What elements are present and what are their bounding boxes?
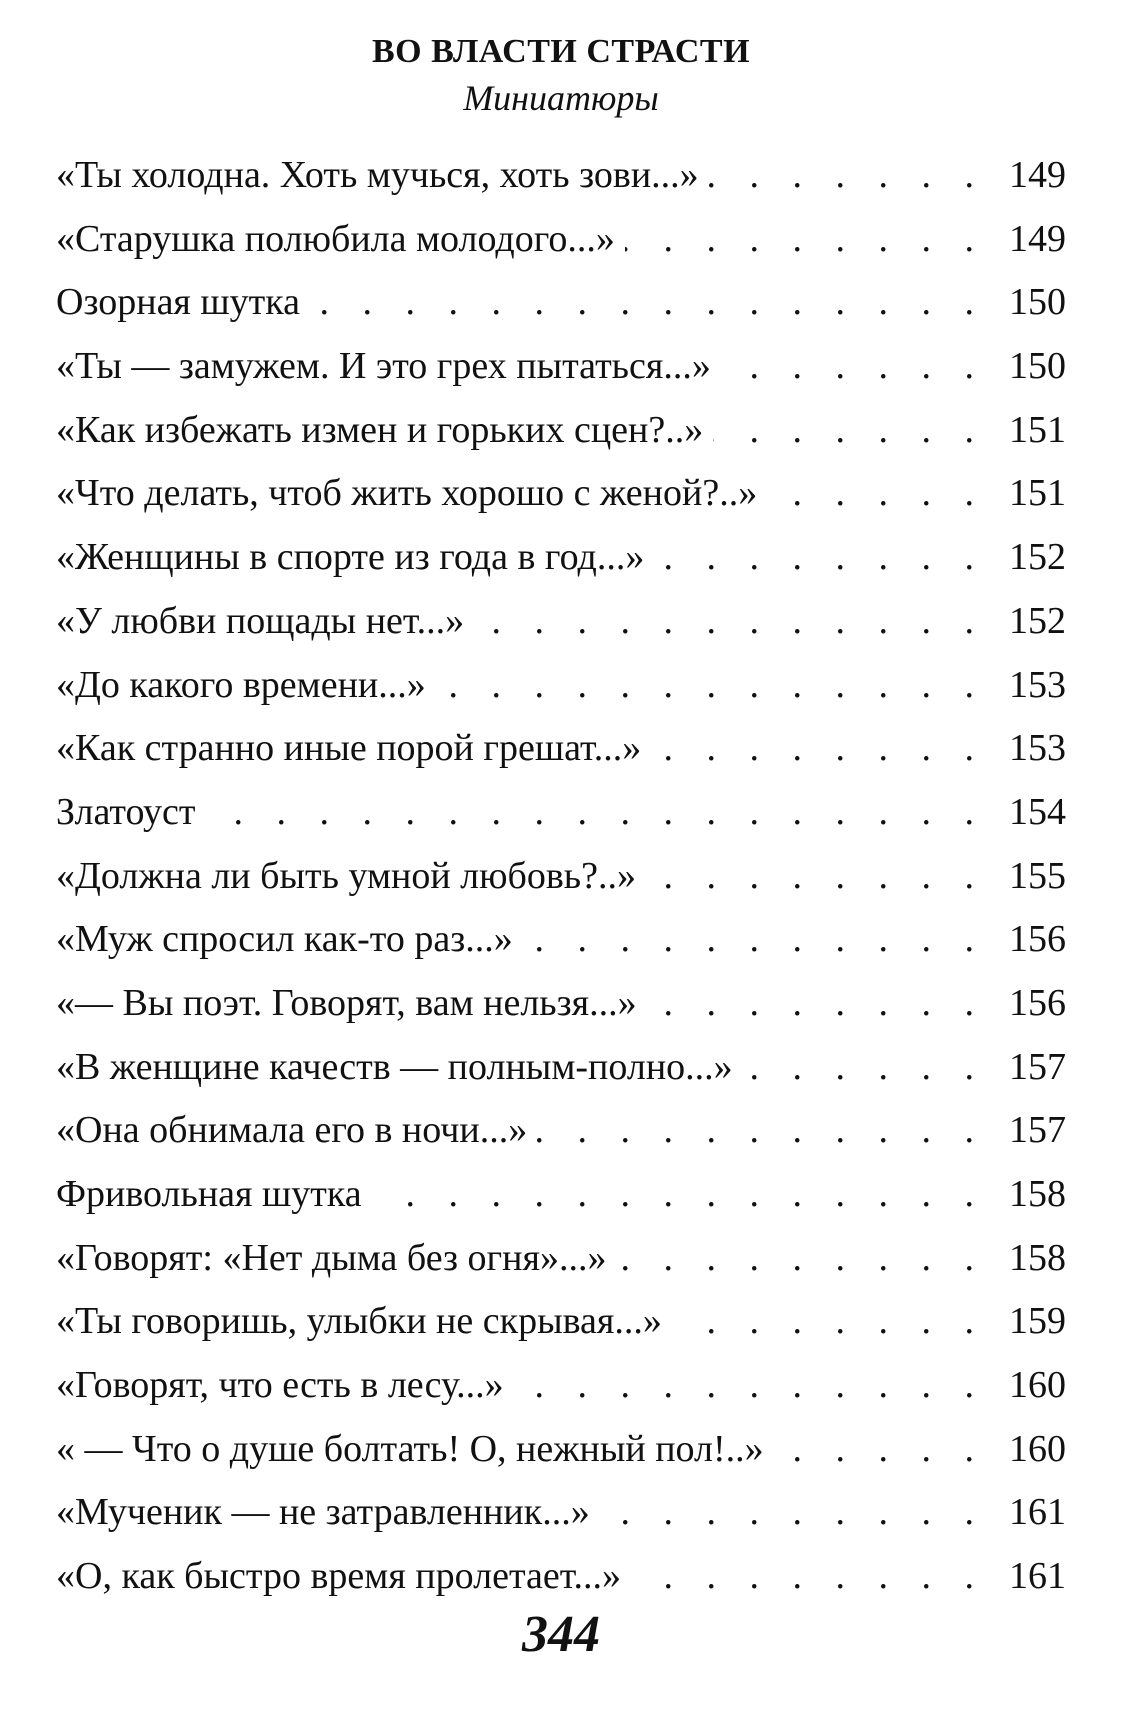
dot-leader	[206, 781, 986, 845]
toc-entry	[56, 972, 1066, 1036]
dot-leader	[646, 845, 986, 909]
toc-entry-title: «— Вы поэт. Говорят, вам нельзя...»	[56, 981, 637, 1024]
toc-entry-title: «Ты говоришь, улыбки не скрывая...»	[56, 1300, 662, 1343]
toc-entry-title: «Как странно иные порой грешат...»	[56, 727, 642, 770]
toc-entry-page: 159	[1009, 1300, 1066, 1343]
toc-entry	[56, 208, 1066, 272]
table-of-contents	[56, 144, 1066, 1609]
toc-entry-title: «Мученик — не затравленник...»	[56, 1491, 590, 1534]
toc-entry-title: «До какого времени...»	[56, 663, 426, 706]
toc-entry-page: 161	[1009, 1491, 1066, 1534]
toc-entry	[56, 462, 1066, 526]
toc-entry	[56, 399, 1066, 463]
toc-entry-title: Фривольная шутка	[56, 1173, 362, 1215]
toc-entry	[56, 590, 1066, 654]
toc-entry-title: «О, как быстро время пролетает...»	[56, 1555, 622, 1598]
dot-leader	[647, 972, 986, 1036]
toc-entry	[56, 1227, 1066, 1291]
dot-leader	[372, 1163, 986, 1227]
toc-entry-title: «Ты — замужем. И это грех пытаться...»	[56, 345, 711, 388]
toc-entry-page: 152	[1009, 536, 1066, 579]
toc-entry-title: « — Что о душе болтать! О, нежный пол!..»	[56, 1427, 764, 1470]
dot-leader	[523, 908, 986, 972]
toc-entry-page: 153	[1009, 663, 1066, 706]
toc-entry	[56, 1163, 1066, 1227]
toc-entry-title: «Ты холодна. Хоть мучься, хоть зови...»	[56, 154, 699, 196]
page-number: 344	[522, 1606, 600, 1663]
toc-entry-title: «Женщины в спорте из года в год...»	[56, 536, 645, 579]
toc-entry-page: 157	[1009, 1109, 1066, 1152]
toc-entry	[56, 781, 1066, 845]
toc-entry-page: 160	[1009, 1364, 1066, 1407]
toc-entry-page: 152	[1009, 599, 1066, 642]
toc-entry-page: 155	[1009, 854, 1066, 897]
dot-leader	[436, 654, 986, 718]
toc-entry	[56, 908, 1066, 972]
toc-entry	[56, 654, 1066, 718]
toc-entry-title: «Старушка полюбила молодого...»	[56, 217, 615, 260]
dot-leader	[654, 526, 986, 590]
toc-entry	[56, 1354, 1066, 1418]
toc-entry-page: 156	[1009, 918, 1066, 961]
toc-entry-title: Озорная шутка	[56, 281, 301, 324]
toc-entry-page: 154	[1009, 790, 1066, 833]
toc-entry-page: 150	[1009, 345, 1066, 388]
dot-leader	[672, 1290, 986, 1354]
dot-leader	[310, 271, 986, 335]
dot-leader	[651, 717, 986, 781]
toc-entry	[56, 1036, 1066, 1100]
dot-leader	[743, 1036, 986, 1100]
toc-entry-page: 149	[1009, 217, 1066, 260]
toc-entry-page: 151	[1009, 472, 1066, 515]
toc-entry-title: «Как избежать измен и горьких сцен?..»	[56, 408, 704, 451]
toc-entry-title: «В женщине качеств — полным-полно...»	[56, 1045, 733, 1088]
section-heading	[0, 30, 1122, 122]
toc-entry-page: 161	[1009, 1555, 1066, 1598]
toc-entry-page: 150	[1009, 281, 1066, 324]
dot-leader	[631, 1545, 986, 1609]
dot-leader	[721, 335, 986, 399]
toc-entry	[56, 144, 1066, 208]
toc-entry-title: «Муж спросил как-то раз...»	[56, 918, 513, 961]
toc-entry-page: 158	[1009, 1173, 1066, 1215]
toc-entry-page: 151	[1009, 408, 1066, 451]
dot-leader	[709, 144, 986, 208]
toc-entry-title: «Что делать, чтоб жить хорошо с женой?..»	[56, 472, 758, 515]
toc-entry-page: 160	[1009, 1427, 1066, 1470]
toc-entry	[56, 335, 1066, 399]
toc-entry-title: Златоуст	[56, 790, 196, 833]
toc-entry	[56, 1545, 1066, 1609]
dot-leader	[514, 1354, 986, 1418]
dot-leader	[600, 1481, 986, 1545]
toc-entry	[56, 717, 1066, 781]
toc-entry-title: «Должна ли быть умной любовь?..»	[56, 854, 636, 897]
toc-entry	[56, 526, 1066, 590]
dot-leader	[767, 462, 986, 526]
toc-entry-page: 157	[1009, 1045, 1066, 1088]
toc-entry-title: «Она обнимала его в ночи...»	[56, 1109, 528, 1152]
dot-leader	[625, 208, 986, 272]
toc-entry	[56, 1099, 1066, 1163]
dot-leader	[616, 1227, 986, 1291]
toc-entry	[56, 271, 1066, 335]
section-title: ВО ВЛАСТИ СТРАСТИ	[371, 33, 751, 70]
toc-entry-page: 158	[1009, 1236, 1066, 1279]
dot-leader	[474, 590, 986, 654]
toc-entry	[56, 1418, 1066, 1482]
toc-entry-page: 156	[1009, 981, 1066, 1024]
dot-leader	[774, 1418, 986, 1482]
toc-entry	[56, 1481, 1066, 1545]
toc-entry	[56, 1290, 1066, 1354]
toc-entry-page: 149	[1009, 154, 1066, 196]
section-subtitle: Миниатюры	[463, 78, 659, 118]
toc-entry-title: «У любви пощады нет...»	[56, 599, 465, 642]
toc-entry-page: 153	[1009, 727, 1066, 770]
dot-leader	[713, 399, 986, 463]
toc-entry	[56, 845, 1066, 909]
toc-entry-title: «Говорят, что есть в лесу...»	[56, 1364, 504, 1407]
dot-leader	[537, 1099, 986, 1163]
toc-entry-title: «Говорят: «Нет дыма без огня»...»	[56, 1236, 607, 1279]
